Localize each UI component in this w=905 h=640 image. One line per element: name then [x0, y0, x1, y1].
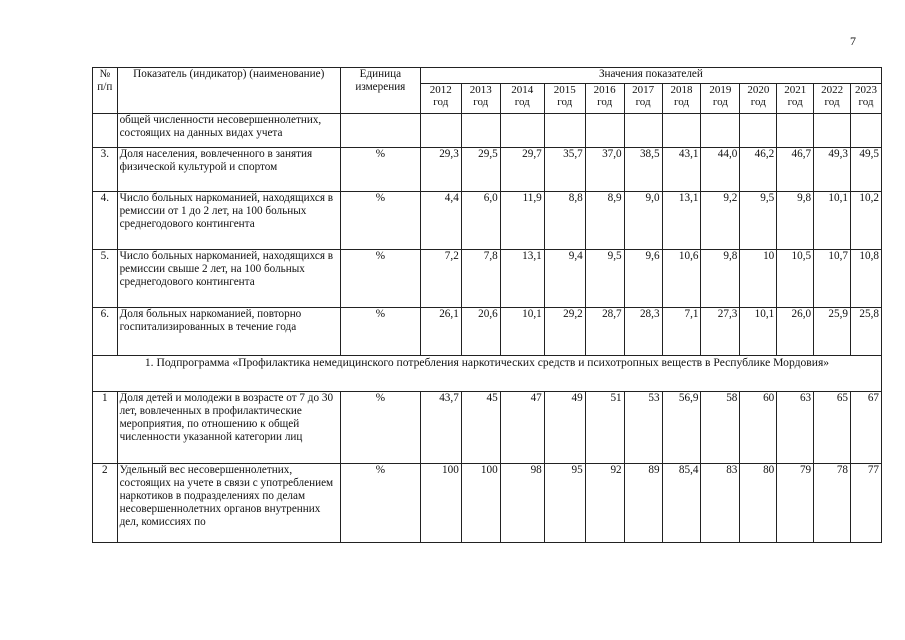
header-year: 2023 год: [851, 84, 882, 114]
table-row: [93, 392, 882, 464]
value-cell: 43,1: [662, 148, 701, 192]
value-cell: 38,5: [624, 148, 662, 192]
value-cell: 78: [814, 464, 851, 543]
value-cell: 10,7: [814, 250, 851, 308]
value-cell: 58: [701, 392, 740, 464]
row-number: 2: [93, 464, 118, 543]
value-cell: 49,5: [851, 148, 882, 192]
indicator-name: Доля населения, вовлеченного в занятия физической культурой и спортом: [117, 148, 340, 192]
value-cell: [777, 114, 814, 148]
value-cell: 8,9: [585, 192, 624, 250]
header-year: 2021 год: [777, 84, 814, 114]
value-cell: 26,1: [420, 308, 461, 356]
indicator-name: Доля больных наркоманией, повторно госпитализированных в течение года: [117, 308, 340, 356]
value-cell: 43,7: [420, 392, 461, 464]
value-cell: 100: [461, 464, 500, 543]
value-cell: 9,4: [544, 250, 585, 308]
header-year: 2015 год: [544, 84, 585, 114]
table-row: [93, 464, 882, 543]
value-cell: 92: [585, 464, 624, 543]
value-cell: 4,4: [420, 192, 461, 250]
value-cell: 10,6: [662, 250, 701, 308]
value-cell: 63: [777, 392, 814, 464]
value-cell: 49,3: [814, 148, 851, 192]
value-cell: 6,0: [461, 192, 500, 250]
header-year: 2014 год: [500, 84, 544, 114]
value-cell: 46,2: [740, 148, 777, 192]
header-year: 2013 год: [461, 84, 500, 114]
header-year: 2016 год: [585, 84, 624, 114]
value-cell: 13,1: [500, 250, 544, 308]
value-cell: 9,6: [624, 250, 662, 308]
row-number: 6.: [93, 308, 118, 356]
value-cell: 9,5: [585, 250, 624, 308]
header-year: 2020 год: [740, 84, 777, 114]
value-cell: 46,7: [777, 148, 814, 192]
value-cell: 26,0: [777, 308, 814, 356]
value-cell: 44,0: [701, 148, 740, 192]
page-number: 7: [850, 34, 856, 48]
header-no: № п/п: [93, 68, 118, 114]
value-cell: 27,3: [701, 308, 740, 356]
value-cell: [814, 114, 851, 148]
value-cell: 79: [777, 464, 814, 543]
value-cell: 9,8: [701, 250, 740, 308]
value-cell: 49: [544, 392, 585, 464]
indicator-name: Удельный вес несовершеннолетних, состоящих на учете в связи с употреблением наркотиков в подразделениях по делам несовершеннолетних органов внутренних дел, комиссиях по: [117, 464, 340, 543]
value-cell: 9,5: [740, 192, 777, 250]
value-cell: [851, 114, 882, 148]
value-cell: 67: [851, 392, 882, 464]
value-cell: 9,0: [624, 192, 662, 250]
value-cell: 7,1: [662, 308, 701, 356]
value-cell: 10,1: [500, 308, 544, 356]
unit-cell: %: [340, 192, 420, 250]
table-row: [93, 114, 882, 148]
value-cell: 29,5: [461, 148, 500, 192]
value-cell: 77: [851, 464, 882, 543]
unit-cell: %: [340, 464, 420, 543]
header-year: 2017 год: [624, 84, 662, 114]
value-cell: [662, 114, 701, 148]
table-row: [93, 308, 882, 356]
row-number: 4.: [93, 192, 118, 250]
value-cell: 98: [500, 464, 544, 543]
value-cell: 25,9: [814, 308, 851, 356]
value-cell: 29,7: [500, 148, 544, 192]
table-row: [93, 250, 882, 308]
value-cell: 83: [701, 464, 740, 543]
header-year: 2022 год: [814, 84, 851, 114]
value-cell: 51: [585, 392, 624, 464]
value-cell: 11,9: [500, 192, 544, 250]
header-unit: Единица измерения: [340, 68, 420, 114]
indicator-name: Число больных наркоманией, находящихся в ремиссии от 1 до 2 лет, на 100 больных среднегодового контингента: [117, 192, 340, 250]
header-year: 2012 год: [420, 84, 461, 114]
row-number: [93, 114, 118, 148]
value-cell: [701, 114, 740, 148]
row-number: 1: [93, 392, 118, 464]
value-cell: 95: [544, 464, 585, 543]
value-cell: 25,8: [851, 308, 882, 356]
value-cell: 100: [420, 464, 461, 543]
value-cell: 9,2: [701, 192, 740, 250]
value-cell: 10,1: [740, 308, 777, 356]
value-cell: 28,7: [585, 308, 624, 356]
value-cell: 89: [624, 464, 662, 543]
header-indicator: Показатель (индикатор) (наименование): [117, 68, 340, 114]
indicator-name: Число больных наркоманией, находящихся в ремиссии свыше 2 лет, на 100 больных среднегодового контингента: [117, 250, 340, 308]
table-row: [93, 192, 882, 250]
value-cell: 10: [740, 250, 777, 308]
indicator-name: Доля детей и молодежи в возрасте от 7 до 30 лет, вовлеченных в профилактические мероприятия, по отношению к общей численности указанной категории лиц: [117, 392, 340, 464]
value-cell: 9,8: [777, 192, 814, 250]
row-number: 5.: [93, 250, 118, 308]
row-number: 3.: [93, 148, 118, 192]
value-cell: [585, 114, 624, 148]
header-year: 2019 год: [701, 84, 740, 114]
value-cell: 20,6: [461, 308, 500, 356]
value-cell: [420, 114, 461, 148]
value-cell: [740, 114, 777, 148]
value-cell: 37,0: [585, 148, 624, 192]
value-cell: 10,2: [851, 192, 882, 250]
value-cell: [624, 114, 662, 148]
section-title: 1. Подпрограмма «Профилактика немедицинского потребления наркотических средств и психотропных веществ в Республике Мордовия»: [93, 356, 882, 392]
value-cell: 10,1: [814, 192, 851, 250]
value-cell: 53: [624, 392, 662, 464]
unit-cell: [340, 114, 420, 148]
value-cell: 35,7: [544, 148, 585, 192]
header-values: Значения показателей: [420, 68, 881, 84]
value-cell: 56,9: [662, 392, 701, 464]
unit-cell: %: [340, 148, 420, 192]
value-cell: 65: [814, 392, 851, 464]
value-cell: 13,1: [662, 192, 701, 250]
value-cell: 29,2: [544, 308, 585, 356]
header-year: 2018 год: [662, 84, 701, 114]
value-cell: 7,8: [461, 250, 500, 308]
value-cell: 80: [740, 464, 777, 543]
unit-cell: %: [340, 308, 420, 356]
value-cell: 29,3: [420, 148, 461, 192]
indicators-table: [92, 67, 882, 543]
value-cell: [544, 114, 585, 148]
table-row: [93, 148, 882, 192]
value-cell: [500, 114, 544, 148]
value-cell: 28,3: [624, 308, 662, 356]
value-cell: [461, 114, 500, 148]
value-cell: 10,8: [851, 250, 882, 308]
value-cell: 10,5: [777, 250, 814, 308]
value-cell: 45: [461, 392, 500, 464]
value-cell: 7,2: [420, 250, 461, 308]
unit-cell: %: [340, 250, 420, 308]
value-cell: 8,8: [544, 192, 585, 250]
unit-cell: %: [340, 392, 420, 464]
value-cell: 47: [500, 392, 544, 464]
value-cell: 85,4: [662, 464, 701, 543]
value-cell: 60: [740, 392, 777, 464]
indicator-name: общей численности несовершеннолетних, состоящих на данных видах учета: [117, 114, 340, 148]
